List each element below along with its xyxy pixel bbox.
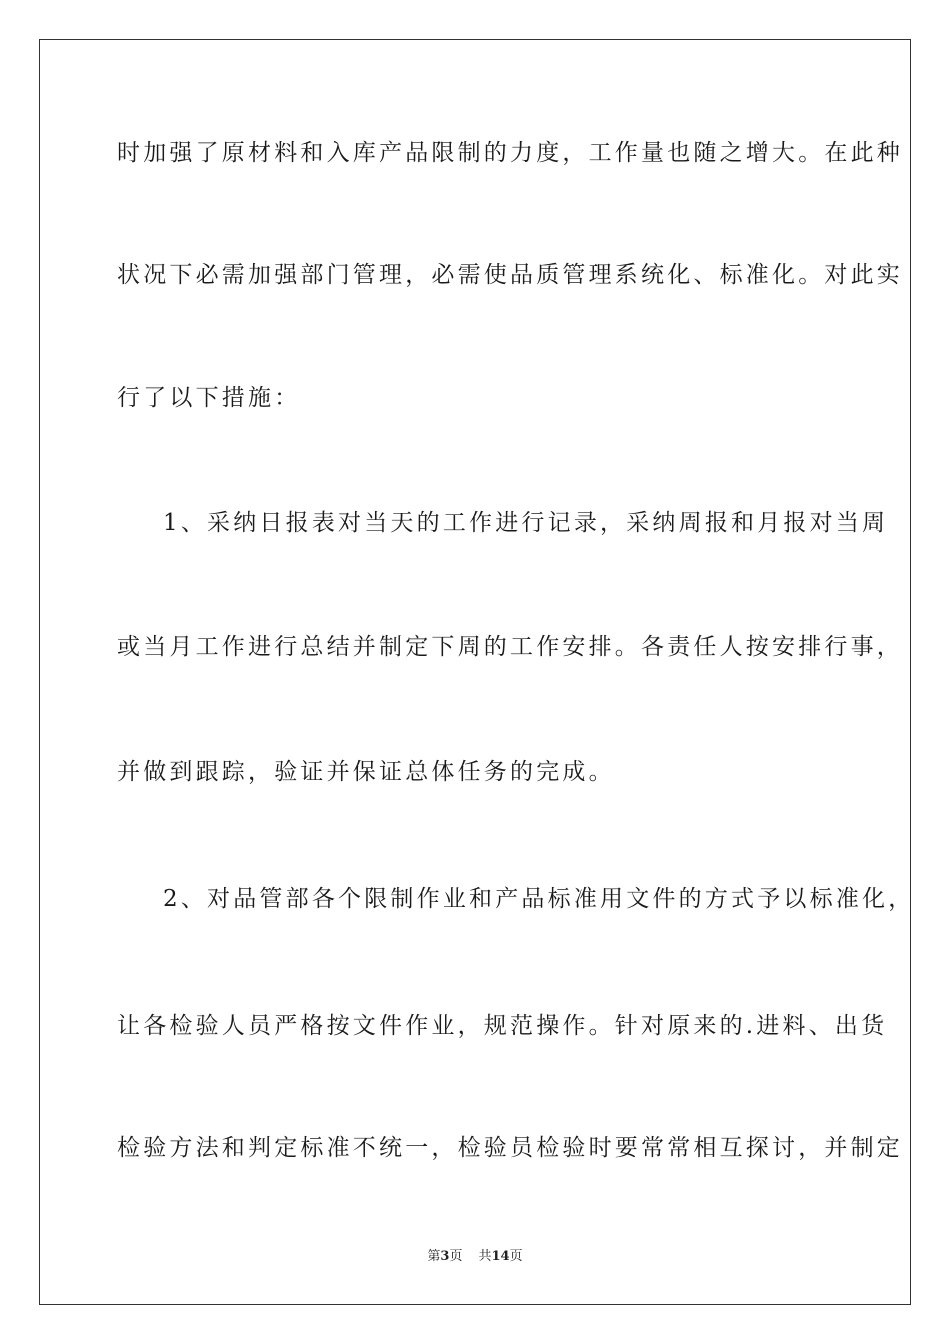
- page-border: [39, 39, 911, 1305]
- page-footer: [0, 1248, 950, 1266]
- footer-total-number: 14: [491, 1249, 510, 1264]
- body-line-1: 时加强了原材料和入库产品限制的力度，工作量也随之增大。在此种: [117, 140, 903, 166]
- footer-page-prefix: 第: [427, 1249, 441, 1264]
- body-line-3: 行了以下措施：: [117, 385, 301, 411]
- body-line-5: 或当月工作进行总结并制定下周的工作安排。各责任人按安排行事，: [117, 634, 903, 660]
- body-line-9: 检验方法和判定标准不统一，检验员检验时要常常相互探讨，并制定: [117, 1135, 903, 1161]
- footer-total-suffix: 页: [509, 1249, 523, 1264]
- footer-page-suffix: 页: [449, 1249, 463, 1264]
- body-line-2: 状况下必需加强部门管理，必需使品质管理系统化、标准化。对此实: [117, 262, 903, 288]
- footer-total-prefix: 共: [478, 1249, 492, 1264]
- footer-page-number: 3: [440, 1249, 450, 1264]
- body-line-7: 2、对品管部各个限制作业和产品标准用文件的方式予以标准化，: [163, 886, 915, 912]
- body-line-8: 让各检验人员严格按文件作业，规范操作。针对原来的.进料、出货: [117, 1013, 888, 1039]
- body-line-4: 1、采纳日报表对当天的工作进行记录，采纳周报和月报对当周: [163, 510, 889, 536]
- body-line-6: 并做到跟踪，验证并保证总体任务的完成。: [117, 759, 615, 785]
